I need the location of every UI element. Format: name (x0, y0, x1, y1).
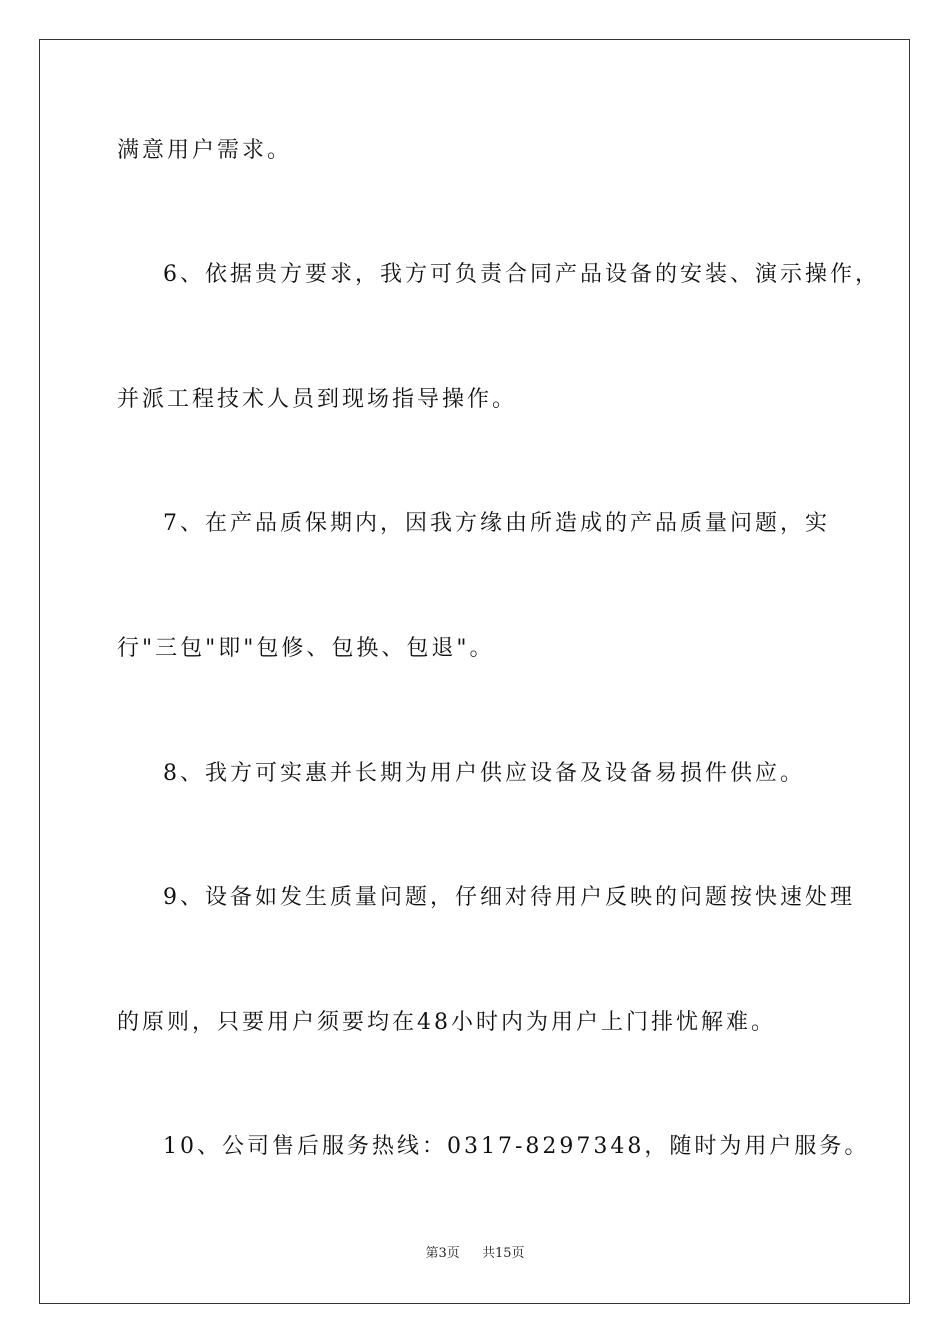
paragraph-line: 9、设备如发生质量问题，仔细对待用户反映的问题按快速处理 (163, 885, 855, 910)
paragraph-line: 8、我方可实惠并长期为用户供应设备及设备易损件供应。 (163, 761, 805, 786)
page-number: 第3页 (425, 1246, 460, 1261)
page-footer (0, 1245, 950, 1263)
paragraph-line: 的原则，只要用户须要均在48小时内为用户上门排忧解难。 (117, 1010, 776, 1035)
paragraph-line: 7、在产品质保期内，因我方缘由所造成的产品质量问题，实 (163, 511, 830, 536)
paragraph-line: 行"三包"即"包修、包换、包退"。 (117, 636, 495, 661)
paragraph-line: 并派工程技术人员到现场指导操作。 (117, 387, 518, 412)
paragraph-line: 10、公司售后服务热线：0317-8297348，随时为用户服务。 (163, 1134, 870, 1159)
page-border (39, 39, 910, 1304)
page-total: 共15页 (482, 1246, 525, 1261)
paragraph-line: 满意用户需求。 (117, 138, 293, 163)
paragraph-line: 6、依据贵方要求，我方可负责合同产品设备的安装、演示操作， (163, 262, 880, 287)
